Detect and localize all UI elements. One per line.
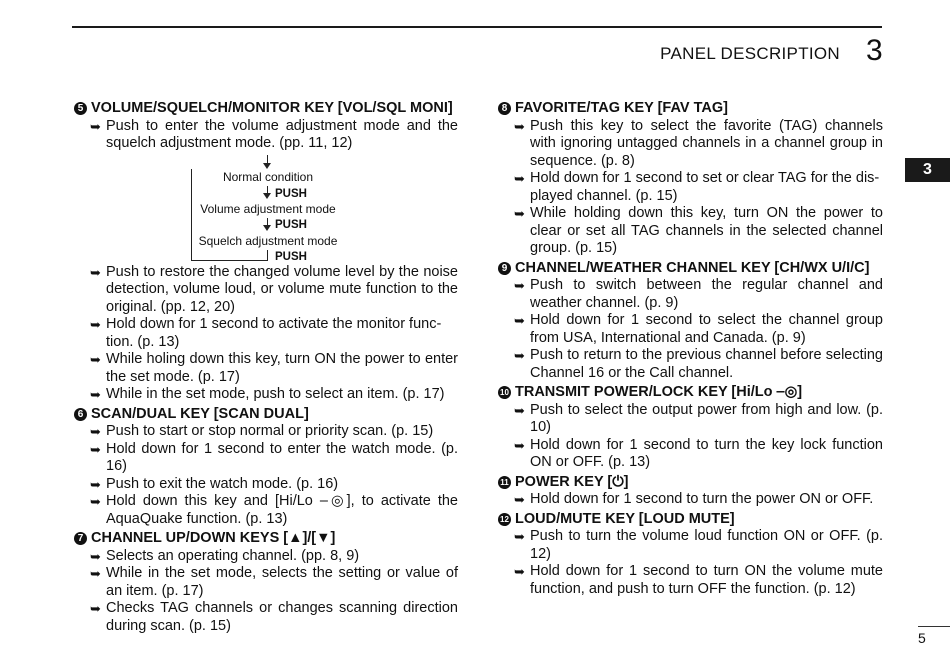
bullet-item (498, 118, 883, 171)
arrow-bullet-icon: ➥ (514, 118, 525, 134)
bullet-item (74, 476, 458, 494)
bullet-text: Push to return to the previous channel before selecting Channel 16 or the Call channel. (530, 347, 883, 381)
arrow-bullet-icon: ➥ (514, 437, 525, 453)
mode-squelch: Squelch adjustment mode (198, 233, 338, 248)
bullet-text: Push to switch between the regular channel and weather channel. (p. 9) (530, 277, 883, 311)
bullet-text: Push this key to select the favorite (TAG) channels with ignoring untagged channels in a channel group in sequence. (p. 8) (530, 117, 883, 169)
arrow-bullet-icon: ➥ (90, 352, 101, 367)
section-heading (498, 384, 883, 402)
section-scan-dual (74, 406, 458, 529)
bullet-text: Hold down for 1 second to turn the power ON or OFF. (530, 491, 874, 507)
push-label: PUSH (275, 187, 307, 200)
diagram-loop-line (191, 260, 268, 261)
section-heading-text: SCAN/DUAL KEY [SCAN DUAL] (91, 405, 309, 422)
arrow-bullet-icon: ➥ (514, 171, 525, 186)
bullet-item (74, 423, 458, 441)
mode-volume: Volume adjustment mode (200, 201, 336, 216)
page-number: 5 (918, 630, 926, 646)
bullet-item (498, 347, 883, 382)
bullet-text: Hold down for 1 second to activate the monitor func- tion. (p. 13) (106, 316, 442, 350)
arrow-bullet-icon: ➥ (90, 424, 101, 439)
push-label: PUSH (275, 218, 307, 231)
arrow-bullet-icon: ➥ (514, 492, 525, 507)
bullet-text: While in the set mode, push to select an item. (p. 17) (106, 386, 445, 402)
section-heading (498, 260, 883, 278)
section-title: PANEL DESCRIPTION (660, 44, 840, 63)
arrow-bullet-icon: ➥ (90, 566, 101, 581)
bullet-text: Push to enter the volume adjustment mode and the squelch adjustment mode. (pp. 11, 12) (106, 117, 458, 151)
bullet-item (498, 170, 883, 205)
bullet-text: Push to select the output power from high and low. (p. 10) (530, 401, 883, 435)
bullet-item (74, 118, 458, 153)
flow-arrow-icon (263, 193, 271, 199)
arrow-bullet-icon: ➥ (514, 402, 525, 418)
arrow-bullet-icon: ➥ (514, 278, 525, 293)
bullet-item (74, 264, 458, 317)
flow-arrow-icon (263, 225, 271, 231)
left-column (74, 100, 458, 637)
section-heading-text: TRANSMIT POWER/LOCK KEY [Hi/Lo ‒◎] (515, 384, 803, 400)
bullet-text: Selects an operating channel. (pp. 8, 9) (106, 547, 360, 564)
section-number-icon: 11 (498, 476, 511, 489)
section-heading (74, 530, 458, 548)
section-heading (74, 100, 458, 118)
section-vol-sql (74, 100, 458, 153)
flow-line (267, 250, 268, 261)
arrow-bullet-icon: ➥ (90, 548, 101, 564)
bullet-item (74, 441, 458, 476)
bullet-item (498, 491, 883, 509)
bullet-text: Hold down this key and [Hi/Lo ‒◎], to activate the AquaQuake function. (p. 13) (106, 493, 458, 527)
bullet-text: Hold down for 1 second to set or clear TAG for the dis- played channel. (p. 15) (530, 170, 880, 204)
bullet-text: Push to turn the volume loud function ON or OFF. (p. 12) (530, 528, 883, 562)
section-heading (498, 511, 883, 529)
arrow-bullet-icon: ➥ (90, 264, 101, 280)
arrow-bullet-icon: ➥ (90, 476, 101, 492)
bullet-item (74, 548, 458, 566)
bullet-item (498, 437, 883, 472)
section-hi-lo (498, 384, 883, 472)
section-heading-text: FAVORITE/TAG KEY [FAV TAG] (515, 100, 728, 116)
bullet-text: While holding down this key, turn ON the power to clear or set all TAG channels in the selected channel group. (p. 15) (530, 205, 883, 256)
top-rule (72, 26, 882, 28)
arrow-bullet-icon: ➥ (514, 529, 525, 544)
arrow-bullet-icon: ➥ (90, 441, 101, 457)
bullet-item (74, 600, 458, 635)
bullet-item (498, 205, 883, 258)
section-channel-updown (74, 530, 458, 635)
bullet-item (74, 493, 458, 528)
bullet-item (498, 402, 883, 437)
arrow-bullet-icon: ➥ (514, 206, 525, 221)
section-heading (498, 474, 883, 492)
bullet-text: While holing down this key, turn ON the power to enter the set mode. (p. 17) (106, 351, 458, 385)
bullet-text: Checks TAG channels or changes scanning direction during scan. (p. 15) (106, 600, 458, 634)
chapter-tab: 3 (905, 158, 950, 182)
bullet-text: Hold down for 1 second to enter the watch mode. (p. 16) (106, 440, 458, 474)
section-heading-text: CHANNEL/WEATHER CHANNEL KEY [CH/WX U/I/C] (515, 259, 870, 276)
section-number-icon: 7 (74, 532, 87, 545)
arrow-bullet-icon: ➥ (90, 494, 101, 509)
section-heading-text: LOUD/MUTE KEY [LOUD MUTE] (515, 510, 735, 527)
bullet-item (498, 563, 883, 598)
section-heading-text: POWER KEY [⏻] (515, 473, 629, 490)
section-number-icon: 10 (498, 386, 511, 399)
arrow-bullet-icon: ➥ (514, 348, 525, 363)
section-heading (498, 100, 883, 118)
section-number-icon: 8 (498, 102, 511, 115)
section-power (498, 474, 883, 509)
bullet-item (498, 528, 883, 563)
bullet-item (74, 351, 458, 386)
bullet-item (498, 277, 883, 312)
section-number-icon: 5 (74, 102, 87, 115)
section-loud-mute (498, 511, 883, 599)
section-ch-wx (498, 260, 883, 383)
mode-diagram (74, 155, 458, 263)
section-number-icon: 9 (498, 262, 511, 275)
bullet-text: Hold down for 1 second to turn the key lock function ON or OFF. (p. 13) (530, 436, 883, 470)
arrow-bullet-icon: ➥ (514, 313, 525, 328)
bullet-text: Push to restore the changed volume level by the noise detection, volume loud, or volume mute function to the original. (pp. 12, 20) (106, 263, 458, 315)
bullet-item (498, 312, 883, 347)
arrow-bullet-icon: ➥ (90, 317, 101, 332)
section-heading-text: VOLUME/SQUELCH/MONITOR KEY [VOL/SQL MONI] (91, 100, 453, 116)
bullet-text: Push to exit the watch mode. (p. 16) (106, 475, 339, 492)
mode-normal: Normal condition (222, 169, 314, 184)
bullet-text: Hold down for 1 second to select the channel group from USA, International and Canada. (p. 9) (530, 312, 883, 346)
arrow-bullet-icon: ➥ (514, 564, 525, 579)
section-fav-tag (498, 100, 883, 258)
section-number-icon: 6 (74, 408, 87, 421)
bullet-text: Hold down for 1 second to turn ON the volume mute function, and push to turn OFF the function. (p. 12) (530, 563, 883, 597)
push-label: PUSH (275, 250, 307, 263)
bullet-item (74, 386, 458, 404)
section-heading-text: CHANNEL UP/DOWN KEYS [▲]/[▼] (91, 530, 336, 546)
arrow-bullet-icon: ➥ (90, 601, 101, 616)
chapter-number: 3 (866, 34, 883, 67)
bullet-item (74, 565, 458, 600)
page-rule (918, 626, 950, 627)
section-vol-sql-more (74, 264, 458, 404)
bullet-text: While in the set mode, selects the setting or value of an item. (p. 17) (106, 565, 458, 599)
bullet-item (74, 316, 458, 351)
arrow-bullet-icon: ➥ (90, 118, 101, 134)
bullet-text: Push to start or stop normal or priority scan. (p. 15) (106, 423, 434, 439)
section-heading (74, 406, 458, 424)
right-column (498, 100, 883, 600)
section-number-icon: 12 (498, 513, 511, 526)
arrow-bullet-icon: ➥ (90, 387, 101, 402)
